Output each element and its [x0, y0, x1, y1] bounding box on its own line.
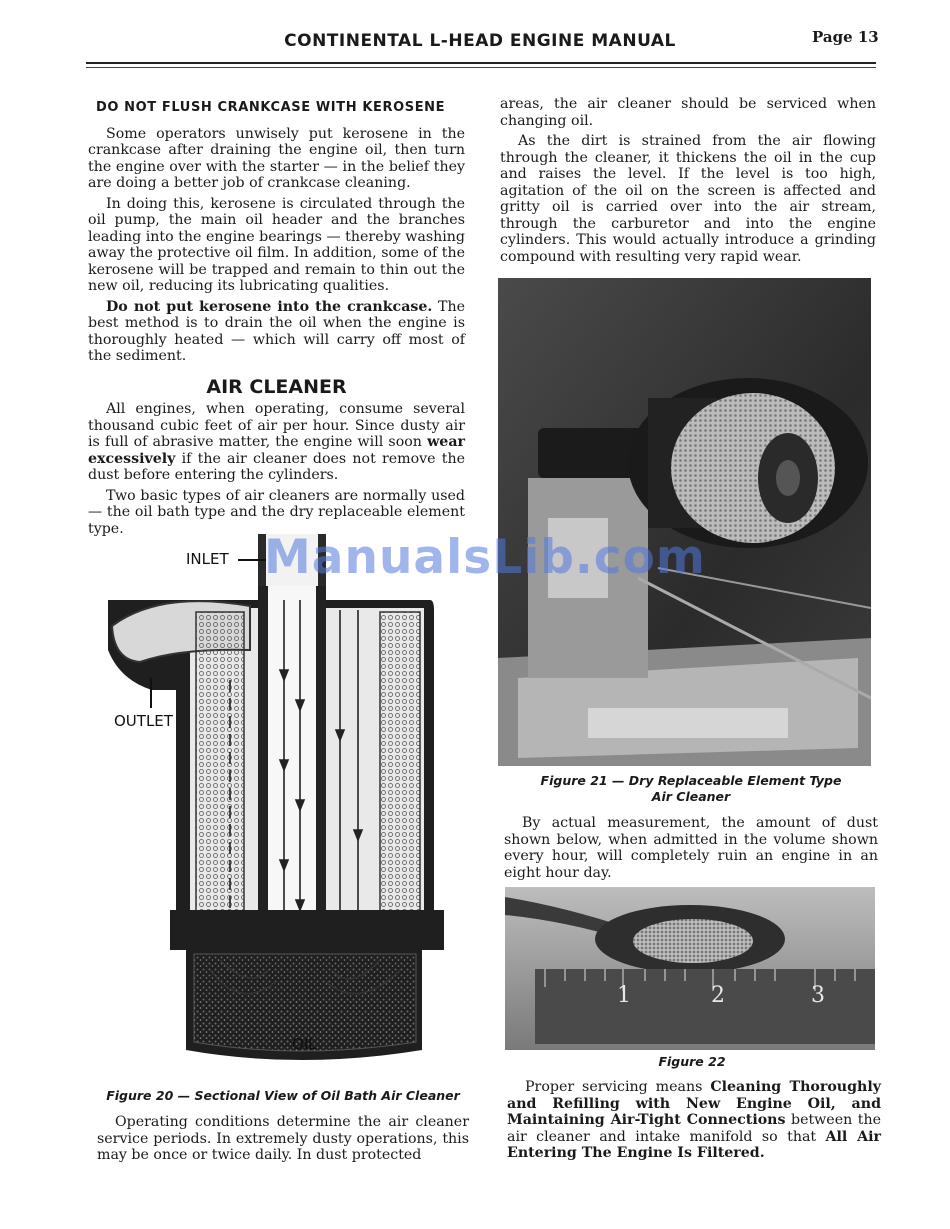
paragraph: In doing this, kerosene is circulated through the oil pump, the main oil header and the branches leading into the engine bearings — thereby washing away the protective oil film. In addition, some of the kerosene will be trapped and remain to thin out the new oil, reducing its lubricating qualities. [88, 195, 465, 294]
figure-22-photo [505, 887, 875, 1050]
paragraph: Some operators unwisely put kerosene in the crankcase after draining the engine oil, then turn the engine over with the starter — in the belief they are doing a better job of crankcase cleaning. [88, 125, 465, 191]
label-oil: OIL [292, 1035, 317, 1053]
ruler-number-3: 3 [811, 983, 825, 1008]
right-column-top [500, 96, 876, 269]
section-heading-air-cleaner: AIR CLEANER [206, 375, 347, 398]
bold-text: wear excessively [88, 434, 465, 467]
page-number: Page 13 [812, 28, 879, 46]
right-column-bottom [507, 1079, 881, 1166]
right-column-middle [504, 815, 878, 885]
inlet-arrow [238, 559, 266, 561]
paragraph: Two basic types of air cleaners are normally used — the oil bath type and the dry replaceable element type. [88, 487, 465, 537]
section-heading-kerosene: DO NOT FLUSH CRANKCASE WITH KEROSENE [96, 100, 446, 115]
text: if the air cleaner does not remove the dust before entering the cylinders. [88, 450, 465, 483]
figure-21-caption [500, 773, 882, 805]
paragraph: Operating conditions determine the air cleaner service periods. In extremely dusty operations, this may be once or twice daily. In dust protected [97, 1114, 469, 1163]
caption-line: Figure 21 — Dry Replaceable Element Type [540, 773, 842, 788]
left-column-top [88, 100, 465, 541]
header-rule [86, 62, 876, 64]
paragraph [88, 299, 465, 365]
text: between the air cleaner and intake manifold so that [507, 1112, 881, 1145]
left-column-bottom [97, 1114, 469, 1168]
manual-title: CONTINENTAL L-HEAD ENGINE MANUAL [284, 31, 676, 51]
paragraph [88, 401, 465, 484]
paragraph [507, 1079, 881, 1162]
paragraph: By actual measurement, the amount of dust shown below, when admitted in the volume shown every hour, will completely ruin an engine in an eight hour day. [504, 815, 878, 881]
text: Proper servicing means [525, 1079, 711, 1095]
text: The best method is to drain the oil when the engine is thoroughly heated — which will carry off most of the sediment. [88, 298, 465, 364]
figure-20-caption: Figure 20 — Sectional View of Oil Bath Air Cleaner [106, 1088, 460, 1103]
dry-element-cleaner-photo [498, 278, 871, 766]
paragraph: As the dirt is strained from the air flowing through the cleaner, it thickens the oil in the cup and raises the level. If the level is too high, agitation of the oil on the screen is affected and gritty oil is carried over into the air stream, through the carburetor and into the engine cylinders. This would actually introduce a grinding compound with resulting very rapid wear. [500, 133, 876, 265]
figure-21-photo [498, 278, 871, 766]
ruler-number-2: 2 [711, 983, 725, 1008]
caption-line: Air Cleaner [651, 789, 731, 804]
dust-spoon-photo [505, 887, 875, 1050]
bold-text: All Air Entering The Engine Is Filtered. [507, 1128, 881, 1161]
paragraph: areas, the air cleaner should be serviced when changing oil. [500, 96, 876, 129]
watermark-text: ManualsLib.com [264, 530, 706, 585]
figure-22-caption: Figure 22 [658, 1054, 726, 1069]
bold-text: Do not put kerosene into the crankcase. [106, 298, 433, 315]
header-rule-thin [86, 67, 876, 68]
outlet-arrow [150, 678, 152, 708]
label-inlet: INLET [186, 550, 229, 568]
bold-text: Cleaning Thoroughly and Refilling with New Engine Oil, and Maintaining Air-Tight Connections [507, 1079, 881, 1128]
ruler-number-1: 1 [617, 983, 631, 1008]
text: All engines, when operating, consume several thousand cubic feet of air per hour. Since dusty air is full of abrasive matter, the engine will soon [88, 401, 465, 450]
oil-bath-cleaner-illustration [100, 530, 460, 1080]
label-outlet: OUTLET [114, 712, 173, 730]
figure-20-diagram [100, 530, 460, 1080]
